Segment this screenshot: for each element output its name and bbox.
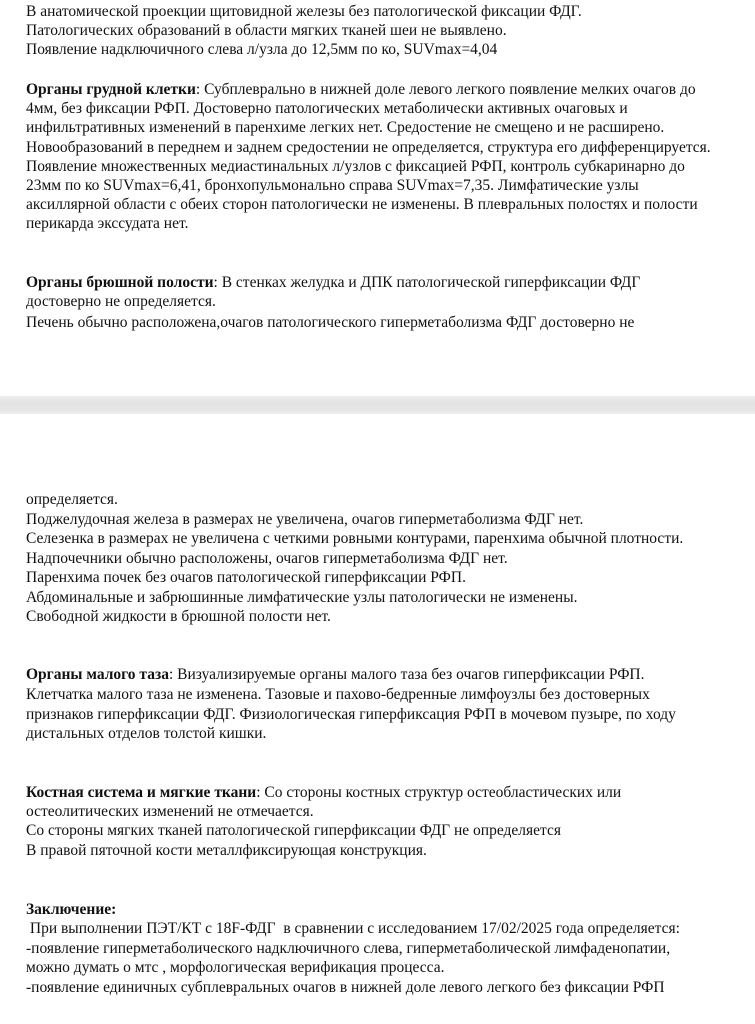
abdomen-line-2: достоверно не определяется. [26,293,216,310]
chest-line-1: : Субплеврально в нижней доле левого легкого появление мелких очагов до [195,81,696,98]
abdomen-cont-line-2: Поджелудочная железа в размерах не увеличена, очагов гиперметаболизма ФДГ нет. [26,511,584,528]
conclusion-line-3: можно думать о мтс , морфологическая верификация процесса. [26,959,445,976]
abdomen-cont-line-6: Абдоминальные и забрюшинные лимфатические узлы патологически не изменены. [26,589,578,606]
bones-line-3: Со стороны мягких тканей патологической гиперфиксации ФДГ не определяется [26,822,561,839]
conclusion-line-2: -появление гиперметаболического надключичного слева, гиперметаболической лимфаденопатии, [26,940,671,957]
bones-paragraph-line-1 [26,783,621,803]
chest-line-5: Появление множественных медиастинальных л/узлов с фиксацией РФП, контроль субкаринарно до [26,158,685,175]
pelvis-line-2: Клетчатка малого таза не изменена. Тазовые и пахово-бедренные лимфоузлы без достоверных [26,686,650,703]
pelvis-heading: Органы малого таза [26,666,169,683]
chest-line-2: 4мм, без фиксации РФП. Достоверно патологических метаболически активных очаговых и [26,100,628,117]
pelvis-line-4: дистальных отделов толстой кишки. [26,725,267,742]
abdomen-cont-line-7: Свободной жидкости в брюшной полости нет. [26,608,331,625]
conclusion-heading: Заключение: [26,901,117,918]
abdomen-cont-line-5: Паренхима почек без очагов патологической гиперфиксации РФП. [26,569,466,586]
thyroid-line-2: Патологических образований в области мягких тканей шеи не выявлено. [26,22,507,39]
bones-line-2: остеолитических изменений не отмечается. [26,803,314,820]
bones-heading: Костная система и мягкие ткани [26,784,257,801]
abdomen-cont-line-1: определяется. [26,491,118,508]
thyroid-line-3: Появление надключичного слева л/узла до 12,5мм по ко, SUVmax=4,04 [26,41,498,58]
abdomen-heading: Органы брюшной полости [26,274,214,291]
abdomen-cont-line-3: Селезенка в размерах не увеличена с четкими ровными контурами, паренхима обычной плотности. [26,530,684,547]
thyroid-line-1: В анатомической проекции щитовидной железы без патологической фиксации ФДГ. [26,3,582,20]
chest-line-7: аксиллярной области с обеих сторон патологически не изменены. В плевральных полостях и полости [26,196,698,213]
chest-line-8: перикарда экссудата нет. [26,215,189,232]
page-separator [0,396,755,416]
chest-line-4: Новообразований в переднем и заднем средостении не определяется, структура его дифференцируется. [26,139,711,156]
conclusion-line-4: -появление единичных субплевральных очагов в нижней доле левого легкого без фиксации РФП [26,979,665,996]
chest-heading: Органы грудной клетки [26,81,196,98]
abdomen-line-1: : В стенках желудка и ДПК патологической гиперфиксации ФДГ [213,274,641,291]
conclusion-line-1: При выполнении ПЭТ/КТ с 18F-ФДГ в сравнении с исследованием 17/02/2025 года определяется: [26,920,680,937]
chest-line-6: 23мм по ко SUVmax=6,41, бронхопульмонально справа SUVmax=7,35. Лимфатические узлы [26,177,639,194]
abdomen-paragraph-line-1 [26,273,640,293]
pelvis-line-3: признаков гиперфиксации ФДГ. Физиологическая гиперфиксация РФП в мочевом пузыре, по ходу [26,706,676,723]
chest-line-3: инфильтративных изменений в паренхиме легких нет. Средостение не смещено и не расширено. [26,119,665,136]
bones-line-1: : Со стороны костных структур остеобластических или [256,784,622,801]
document-page-1 [0,0,755,398]
bones-line-4: В правой пяточной кости металлфиксирующая конструкция. [26,842,427,859]
abdomen-cont-line-4: Надпочечники обычно расположены, очагов гиперметаболизма ФДГ нет. [26,550,508,567]
abdomen-line-3: Печень обычно расположена,очагов патологического гиперметаболизма ФДГ достоверно не [26,314,635,331]
pelvis-paragraph-line-1 [26,665,645,685]
pelvis-line-1: : Визуализируемые органы малого таза без очагов гиперфиксации РФП. [168,666,645,683]
document-page-2 [0,414,755,1024]
chest-paragraph-line-1 [26,80,696,100]
